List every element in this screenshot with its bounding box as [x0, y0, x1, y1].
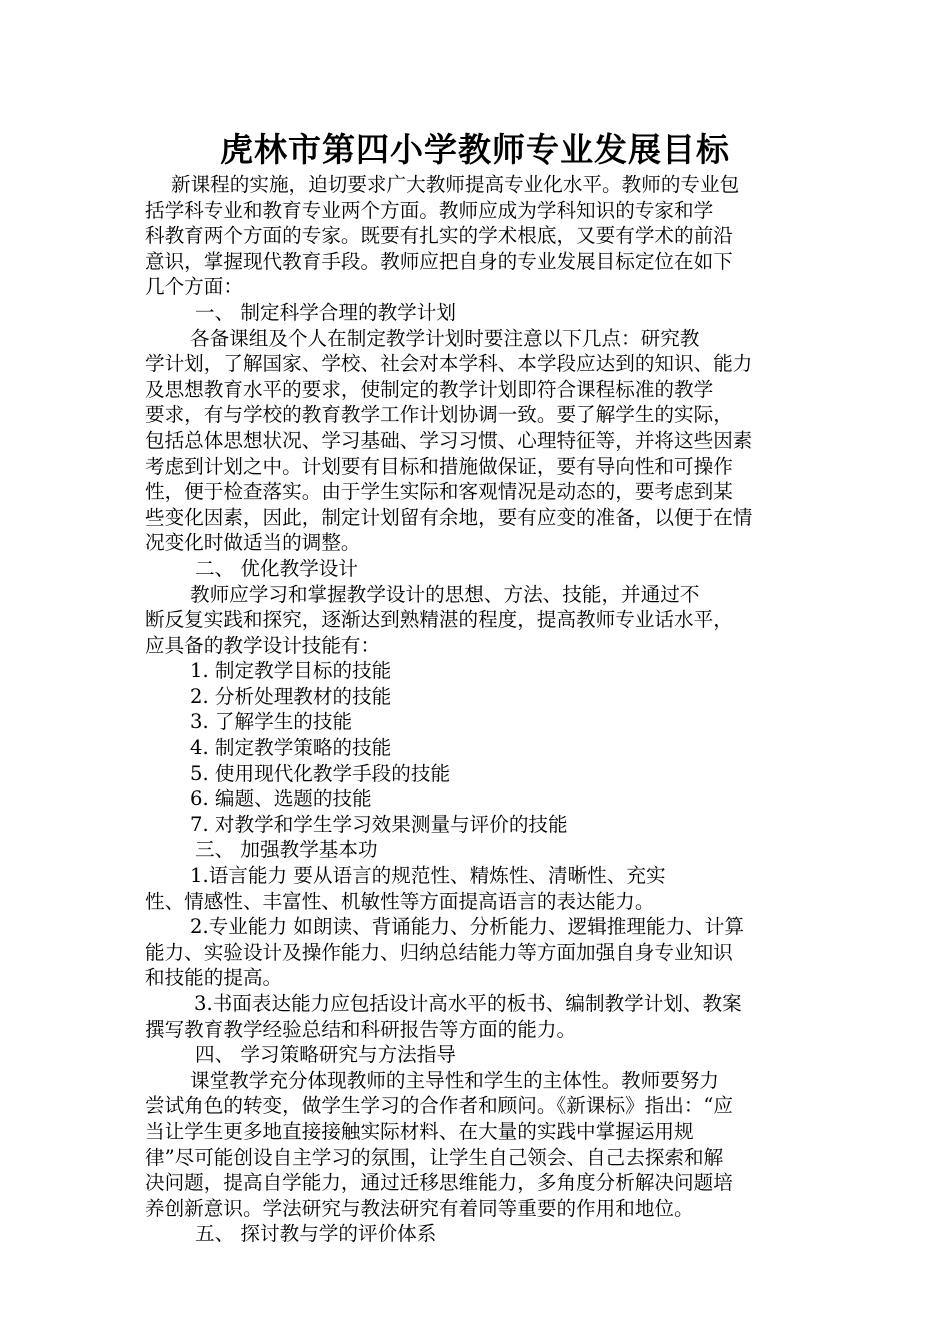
paragraph-line: 括学科专业和教育专业两个方面。教师应成为学科知识的专家和学 — [145, 198, 714, 222]
paragraph-line: 律”尽可能创设自主学习的氛围，让学生自己领会、自己去探索和解 — [145, 1145, 724, 1169]
section-heading: 二、 优化教学设计 — [195, 556, 358, 580]
paragraph-line: 包括总体思想状况、学习基础、学习习惯、心理特征等，并将这些因素 — [145, 428, 753, 452]
section-heading: 五、 探讨教与学的评价体系 — [195, 1222, 437, 1246]
list-item: 7. 对教学和学生学习效果测量与评价的技能 — [190, 812, 568, 836]
list-item: 1. 制定教学目标的技能 — [190, 659, 392, 683]
section-heading: 四、 学习策略研究与方法指导 — [195, 1043, 456, 1067]
list-item: 4. 制定教学策略的技能 — [190, 736, 392, 760]
paragraph-line: 几个方面： — [145, 275, 243, 299]
list-item: 5. 使用现代化教学手段的技能 — [190, 761, 451, 785]
section-heading: 一、 制定科学合理的教学计划 — [195, 300, 456, 324]
paragraph-line: 科教育两个方面的专家。既要有扎实的学术根底，又要有学术的前沿 — [145, 224, 733, 248]
list-item: 3. 了解学生的技能 — [190, 710, 353, 734]
paragraph-line: 断反复实践和探究，逐渐达到熟精湛的程度，提高教师专业话水平， — [145, 608, 733, 632]
paragraph-line: 课堂教学充分体现教师的主导性和学生的主体性。教师要努力 — [190, 1068, 720, 1092]
paragraph-line: 新课程的实施，迫切要求广大教师提高专业化水平。教师的专业包 — [171, 173, 740, 196]
list-item: 6. 编题、选题的技能 — [190, 787, 372, 811]
paragraph-line: 教师应学习和掌握教学设计的思想、方法、技能，并通过不 — [190, 582, 700, 606]
paragraph-line: 及思想教育水平的要求，使制定的教学计划即符合课程标准的教学 — [145, 377, 714, 401]
paragraph-line: 尝试角色的转变，做学生学习的合作者和顾问。《新课标》指出：“应 — [145, 1094, 734, 1118]
paragraph-line: 性，便于检查落实。由于学生实际和客观情况是动态的，要考虑到某 — [145, 480, 733, 504]
section-heading: 三、 加强教学基本功 — [195, 838, 378, 862]
document-body — [145, 172, 851, 1247]
paragraph-line: 意识，掌握现代教育手段。教师应把自身的专业发展目标定位在如下 — [145, 249, 733, 273]
paragraph-line: 学计划，了解国家、学校、社会对本学科、本学段应达到的知识、能力 — [145, 352, 753, 376]
paragraph-line: 养创新意识。学法研究与教法研究有着同等重要的作用和地位。 — [145, 1196, 694, 1220]
paragraph-line: 要求，有与学校的教育教学工作计划协调一致。要了解学生的实际， — [145, 403, 733, 427]
paragraph-line: 应具备的教学设计技能有： — [145, 633, 381, 657]
paragraph-line: 性、情感性、丰富性、机敏性等方面提高语言的表达能力。 — [145, 889, 655, 913]
paragraph-line: 1.语言能力 要从语言的规范性、精炼性、清晰性、充实 — [190, 864, 666, 888]
paragraph-line: 各备课组及个人在制定教学计划时要注意以下几点：研究教 — [190, 326, 700, 350]
paragraph-line: 些变化因素，因此，制定计划留有余地，要有应变的准备，以便于在情 — [145, 505, 753, 529]
paragraph-line: 况变化时做适当的调整。 — [145, 531, 361, 555]
paragraph-line: 3.书面表达能力应包括设计高水平的板书、编制教学计划、教案 — [194, 992, 742, 1015]
document-title: 虎林市第四小学教师专业发展目标 — [220, 130, 730, 169]
paragraph-line: 和技能的提高。 — [145, 966, 283, 990]
paragraph-line: 2.专业能力 如朗读、背诵能力、分析能力、逻辑推理能力、计算 — [190, 915, 744, 939]
list-item: 2. 分析处理教材的技能 — [190, 684, 392, 708]
paragraph-line: 撰写教育教学经验总结和科研报告等方面的能力。 — [145, 1017, 577, 1041]
paragraph-line: 能力、实验设计及操作能力、归纳总结能力等方面加强自身专业知识 — [145, 940, 733, 964]
paragraph-line: 考虑到计划之中。计划要有目标和措施做保证，要有导向性和可操作 — [145, 454, 733, 478]
paragraph-line: 决问题，提高自学能力，通过迁移思维能力，多角度分析解决问题培 — [145, 1171, 733, 1195]
paragraph-line: 当让学生更多地直接接触实际材料、在大量的实践中掌握运用规 — [145, 1119, 694, 1143]
